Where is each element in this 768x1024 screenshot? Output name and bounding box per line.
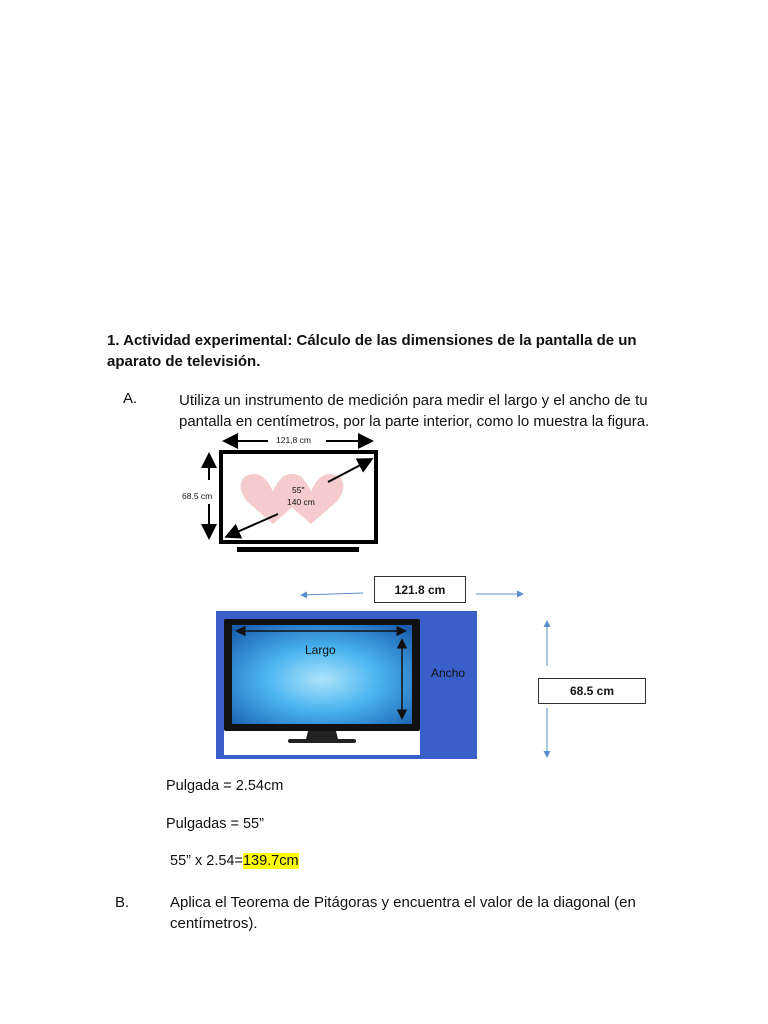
calc-result-highlight: 139.7cm xyxy=(242,853,299,869)
calc-line-inch: Pulgada = 2.54cm xyxy=(166,778,284,794)
section-a-text: Utiliza un instrumento de medición para medir el largo y el ancho de tu pantalla en centímetros, por la parte interior, como lo muestra la figura. xyxy=(179,392,650,430)
tv-height-label: 68.5 cm xyxy=(182,491,213,501)
section-a-marker: A. xyxy=(123,390,138,407)
tv-width-label: 121,8 cm xyxy=(276,435,311,445)
tv-diagonal-cm: 140 cm xyxy=(287,497,315,507)
calc-line-inches: Pulgadas = 55” xyxy=(166,816,264,832)
activity-title: 1. Actividad experimental: Cálculo de las dimensiones de la pantalla de un aparato de televisión. xyxy=(107,332,637,370)
section-b-marker: B. xyxy=(115,894,130,911)
section-b-text: Aplica el Teorema de Pitágoras y encuentra el valor de la diagonal (en centímetros). xyxy=(170,894,636,932)
width-measure-box: 121.8 cm xyxy=(374,576,466,603)
largo-label: Largo xyxy=(305,643,336,657)
calc-result-prefix: 55” x 2.54= xyxy=(170,853,243,869)
ancho-label: Ancho xyxy=(431,666,466,680)
calc-line-result xyxy=(170,853,299,869)
tv-diagonal-inches: 55" xyxy=(292,485,305,495)
height-measure-box: 68.5 cm xyxy=(538,678,646,704)
